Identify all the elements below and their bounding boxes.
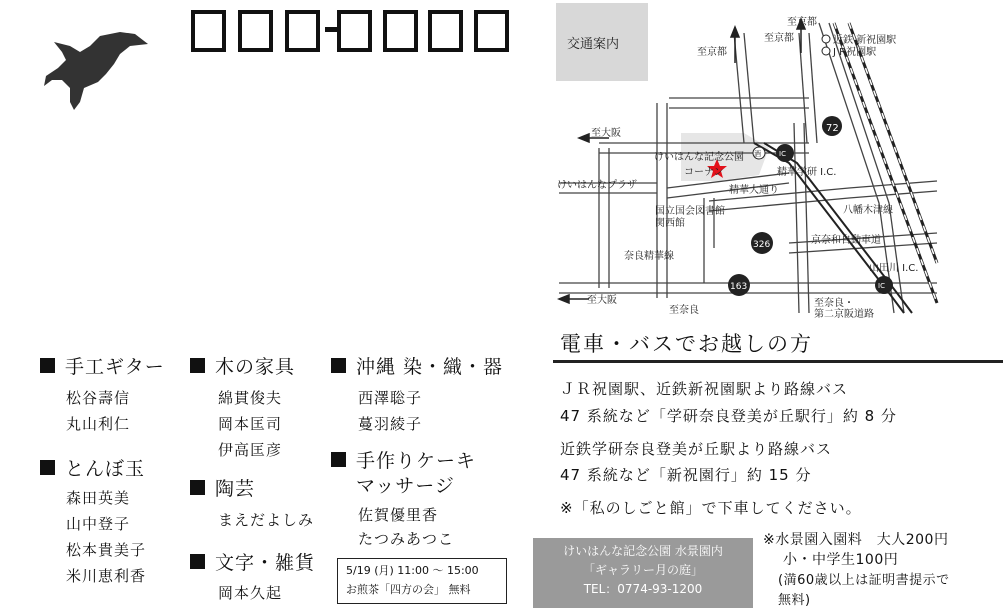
access-line: 47 系統など「学研奈良登美が丘駅行」約 8 分 (560, 407, 897, 425)
ic-badge: IC (878, 282, 885, 290)
bullet-square (331, 452, 346, 467)
title-dash (325, 27, 337, 32)
bullet-square (40, 358, 55, 373)
bullet-square (331, 358, 346, 373)
route-163-badge: 163 (730, 282, 748, 292)
fee-line: (満60歳以上は証明書提示で (778, 573, 950, 588)
exhibitor-name: まえだよしみ (218, 511, 315, 529)
title-box (383, 10, 418, 52)
map-label: 至奈良・ (814, 298, 854, 309)
railway (834, 23, 937, 303)
exhibitor-name: たつみあつこ (358, 530, 455, 548)
venue-phone: TEL：0774-93-1200 (583, 582, 703, 596)
title-box (337, 10, 372, 52)
exhibitor-name: 山中登子 (66, 515, 131, 533)
bird-logo (40, 28, 150, 110)
route-326-badge: 326 (753, 240, 771, 250)
exhibitor-name: 松谷壽信 (66, 389, 131, 407)
venue-box (533, 538, 753, 608)
exhibitor-name: 米川恵利香 (66, 567, 147, 585)
bullet-square (190, 480, 205, 495)
category-title: とんぼ玉 (65, 458, 146, 480)
exhibitor-name: 森田英美 (66, 489, 131, 507)
category-dragonfly (40, 454, 145, 481)
event-datetime: 5/19 (月) 11:00 ～ 15:00 (346, 564, 479, 577)
map-label: 至京都 (697, 47, 727, 58)
map-label: 第二京阪道路 (814, 309, 874, 320)
fee-line: 小・中学生100円 (783, 552, 899, 568)
access-line: 47 系統など「新祝園行」約 15 分 (560, 466, 812, 484)
access-line: 近鉄学研奈良登美が丘駅より路線バス (560, 440, 833, 458)
map-label: 精華大通り (729, 185, 779, 196)
access-line: ＪＲ祝園駅、近鉄新祝園駅より路線バス (560, 380, 849, 398)
ic-badge: IC (779, 150, 786, 158)
map-label: 八幡木津線 (843, 205, 893, 216)
category-furniture (190, 352, 295, 379)
map-title: 交通案内 (567, 37, 620, 52)
exhibitor-name: 西澤聡子 (358, 389, 423, 407)
map-label: 精華学研 I.C. (777, 167, 837, 178)
map-label: 至京都 (764, 33, 794, 44)
tea-event-box (337, 558, 507, 604)
map-label: J R祝園駅 (833, 47, 877, 58)
map-label: 至奈良 (669, 305, 699, 316)
map-label: 京奈和自動車道 (811, 235, 881, 246)
category-title: 手工ギター (65, 356, 165, 378)
exhibitor-name: 蔓羽綾子 (358, 415, 423, 433)
bullet-square (190, 554, 205, 569)
category-guitar (40, 352, 165, 379)
access-map (549, 3, 937, 320)
category-title: 沖縄 染・織・器 (356, 356, 504, 378)
sake-shop-mark: 酒 (754, 150, 761, 158)
title-box (428, 10, 463, 52)
event-description: お煎茶「四方の会」 無料 (346, 583, 471, 596)
category-title: 文字・雑貨 (215, 552, 316, 574)
exhibitor-name: 丸山利仁 (66, 415, 131, 433)
category-cake (331, 446, 476, 473)
title-box (191, 10, 226, 52)
category-title: 手作りケーキ (356, 450, 477, 472)
bullet-square (190, 358, 205, 373)
exhibitor-name: 岡本久起 (218, 584, 283, 602)
map-label: けいはんなプラザ (557, 180, 637, 191)
exhibitor-name: 伊高匡彦 (218, 441, 283, 459)
category-pottery (190, 474, 255, 501)
exhibitor-name: 松本貴美子 (66, 541, 147, 559)
map-label: コーナン (684, 167, 724, 178)
fee-line: ※水景園入園料 大人200円 (763, 532, 949, 548)
title-box (474, 10, 509, 52)
access-heading: 電車・バスでお越しの方 (560, 332, 813, 356)
map-label: 近鉄 新祝園駅 (833, 35, 897, 46)
bullet-square (40, 460, 55, 475)
venue-name: けいはんな記念公園 水景園内 (563, 544, 723, 558)
venue-gallery: 「ギャラリー月の庭」 (582, 563, 703, 577)
category-title: 木の家具 (215, 356, 296, 378)
access-note: ※「私のしごと館」で下車してください。 (560, 499, 862, 517)
map-label: 至大阪 (591, 128, 621, 139)
access-divider (553, 360, 1003, 363)
fee-line: 無料) (778, 593, 811, 608)
exhibitor-name: 綿貫俊夫 (218, 389, 283, 407)
category-okinawa (331, 352, 503, 379)
category-title: 陶芸 (215, 478, 256, 500)
category-title-line2: マッサージ (356, 475, 455, 497)
map-label: 至京都 (787, 17, 817, 28)
map-label: 至大阪 (587, 295, 617, 306)
category-letters (190, 548, 315, 575)
map-label: 山田川 I.C. (869, 263, 919, 274)
route-72-badge: 72 (826, 123, 839, 134)
title-box (238, 10, 273, 52)
map-label: 国立国会図書館 (655, 206, 725, 217)
map-label: けいはんな記念公園 (654, 152, 744, 163)
exhibitor-name: 佐賀優里香 (358, 506, 439, 524)
map-label: 関西館 (655, 218, 685, 229)
exhibitor-name: 岡本匡司 (218, 415, 283, 433)
title-box (285, 10, 320, 52)
map-label: 奈良精華線 (624, 251, 674, 262)
